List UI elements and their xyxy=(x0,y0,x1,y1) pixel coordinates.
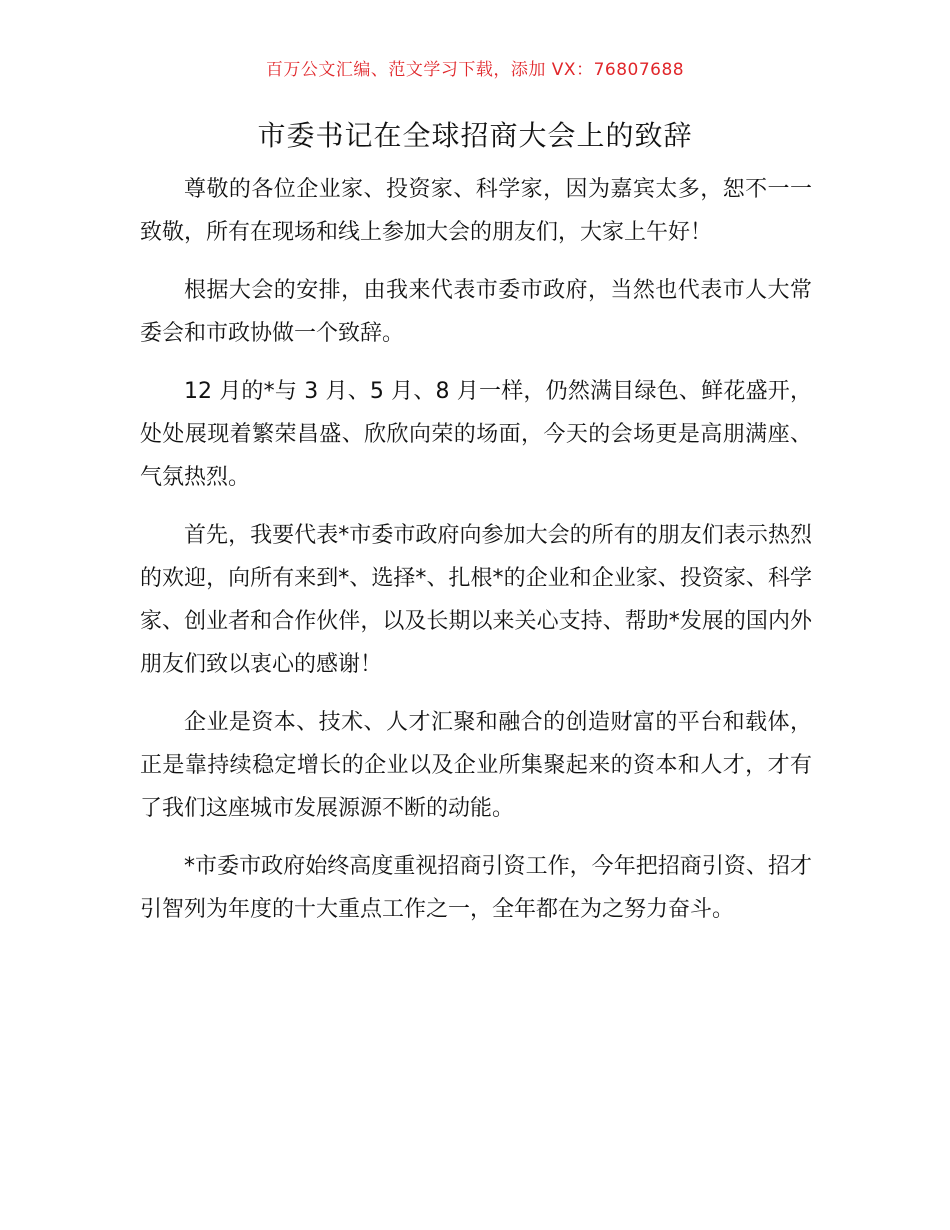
paragraph-season: 12 月的*与 3 月、5 月、8 月一样，仍然满目绿色、鲜花盛开，处处展现着繁荣昌盛、欣欣向荣的场面，今天的会场更是高朋满座、气氛热烈。 xyxy=(140,379,812,490)
document-body xyxy=(140,168,812,946)
paragraph-enterprise: 企业是资本、技术、人才汇聚和融合的创造财富的平台和载体，正是靠持续稳定增长的企业以及企业所集聚起来的资本和人才，才有了我们这座城市发展源源不断的动能。 xyxy=(140,710,812,821)
paragraph-greeting: 尊敬的各位企业家、投资家、科学家，因为嘉宾太多，恕不一一致敬，所有在现场和线上参加大会的朋友们，大家上午好！ xyxy=(140,177,812,245)
paragraph-arrangement: 根据大会的安排，由我来代表市委市政府，当然也代表市人大常委会和市政协做一个致辞。 xyxy=(140,278,812,346)
paragraph-investment: *市委市政府始终高度重视招商引资工作，今年把招商引资、招才引智列为年度的十大重点工作之一，全年都在为之努力奋斗。 xyxy=(140,854,812,922)
paragraph-welcome: 首先，我要代表*市委市政府向参加大会的所有的朋友们表示热烈的欢迎，向所有来到*、选择*、扎根*的企业和企业家、投资家、科学家、创业者和合作伙伴，以及长期以来关心支持、帮助*发展的国内外朋友们致以衷心的感谢！ xyxy=(140,523,812,677)
document-title: 市委书记在全球招商大会上的致辞 xyxy=(257,119,693,152)
header-watermark-note: 百万公文汇编、范文学习下载，添加 VX：76807688 xyxy=(265,60,685,80)
